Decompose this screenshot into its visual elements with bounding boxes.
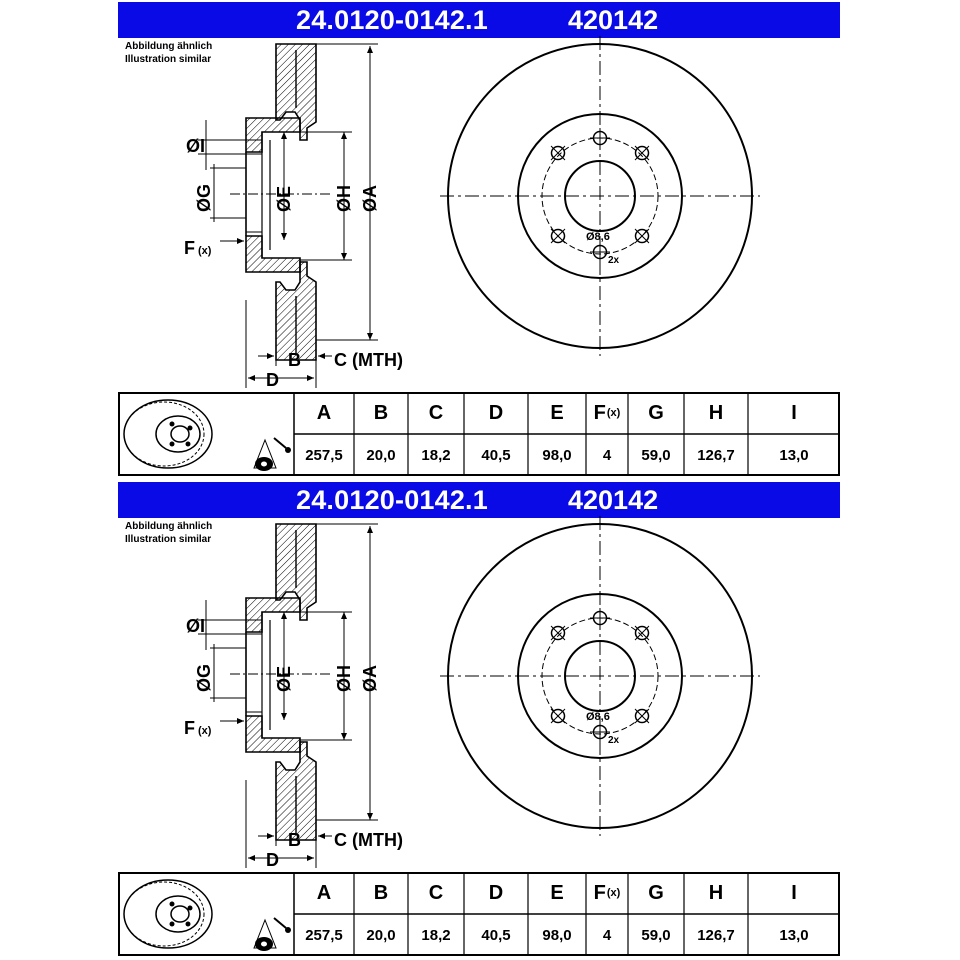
value-i: 13,0 bbox=[779, 926, 809, 944]
brake-disc-thumbnail-icon bbox=[124, 400, 212, 468]
part-number: 24.0120-0142.1 bbox=[296, 5, 488, 35]
label-dia-g: ØG bbox=[194, 183, 214, 212]
part-number: 24.0120-0142.1 bbox=[296, 485, 488, 515]
header-a: A bbox=[316, 881, 332, 904]
technical-drawing bbox=[0, 0, 960, 392]
label-d: D bbox=[266, 850, 279, 870]
value-h: 126,7 bbox=[697, 926, 735, 944]
header-i: I bbox=[791, 401, 797, 424]
label-dia-i: ØI bbox=[186, 616, 206, 636]
label-d: D bbox=[266, 370, 279, 390]
article-code: 420142 bbox=[568, 5, 659, 35]
value-g: 59,0 bbox=[641, 446, 671, 464]
header-f-sub: (x) bbox=[606, 407, 621, 419]
label-hole-count: 2x bbox=[608, 735, 620, 746]
note-german: Abbildung ähnlich bbox=[125, 41, 213, 52]
label-dia-a: ØA bbox=[360, 185, 380, 212]
label-dia-e: ØE bbox=[274, 185, 294, 212]
value-b: 20,0 bbox=[366, 446, 396, 464]
label-hole-count: 2x bbox=[608, 255, 620, 266]
label-f: F bbox=[184, 718, 195, 738]
brake-disc-thumbnail-icon bbox=[124, 880, 212, 948]
header-f bbox=[586, 392, 628, 434]
article-code: 420142 bbox=[568, 485, 659, 515]
value-a: 257,5 bbox=[305, 446, 343, 464]
header-c: C bbox=[428, 881, 444, 904]
value-f: 4 bbox=[602, 926, 612, 944]
value-a: 257,5 bbox=[305, 926, 343, 944]
dimension-table bbox=[118, 872, 840, 956]
header-b: B bbox=[373, 401, 389, 424]
header-b: B bbox=[373, 881, 389, 904]
disc-wear-warning-icon bbox=[254, 918, 291, 951]
value-b: 20,0 bbox=[366, 926, 396, 944]
front-view bbox=[440, 516, 760, 836]
label-dia-e: ØE bbox=[274, 665, 294, 692]
header-f-letter: F bbox=[593, 401, 606, 424]
value-e: 98,0 bbox=[542, 926, 572, 944]
header-i: I bbox=[791, 881, 797, 904]
label-dia-h: ØH bbox=[334, 665, 354, 692]
header-e: E bbox=[550, 881, 564, 904]
value-i: 13,0 bbox=[779, 446, 809, 464]
value-e: 98,0 bbox=[542, 446, 572, 464]
label-b: B bbox=[288, 350, 301, 370]
label-dia-g: ØG bbox=[194, 663, 214, 692]
dimension-table bbox=[118, 392, 840, 476]
disc-wear-warning-icon bbox=[254, 438, 291, 471]
label-f: F bbox=[184, 238, 195, 258]
header-f bbox=[586, 872, 628, 914]
label-b: B bbox=[288, 830, 301, 850]
label-hole-diameter: Ø8,6 bbox=[586, 711, 610, 723]
header-f-sub: (x) bbox=[606, 887, 621, 899]
value-f: 4 bbox=[602, 446, 612, 464]
label-hole-diameter: Ø8,6 bbox=[586, 231, 610, 243]
note-german: Abbildung ähnlich bbox=[125, 521, 213, 532]
value-c: 18,2 bbox=[421, 446, 451, 464]
label-dia-a: ØA bbox=[360, 665, 380, 692]
header-g: G bbox=[648, 401, 664, 424]
label-dia-h: ØH bbox=[334, 185, 354, 212]
technical-drawing bbox=[0, 480, 960, 872]
header-h: H bbox=[708, 401, 724, 424]
note-english: Illustration similar bbox=[125, 534, 212, 545]
header-g: G bbox=[648, 881, 664, 904]
header-f-letter: F bbox=[593, 881, 606, 904]
header-e: E bbox=[550, 401, 564, 424]
header-h: H bbox=[708, 881, 724, 904]
front-view bbox=[440, 36, 760, 356]
value-g: 59,0 bbox=[641, 926, 671, 944]
value-h: 126,7 bbox=[697, 446, 735, 464]
header-a: A bbox=[316, 401, 332, 424]
header-c: C bbox=[428, 401, 444, 424]
value-c: 18,2 bbox=[421, 926, 451, 944]
header-d: D bbox=[488, 881, 504, 904]
label-f-sub: (x) bbox=[198, 245, 212, 257]
datasheet-bottom bbox=[0, 480, 960, 960]
label-dia-i: ØI bbox=[186, 136, 206, 156]
value-d: 40,5 bbox=[481, 926, 511, 944]
value-d: 40,5 bbox=[481, 446, 511, 464]
label-c: C (MTH) bbox=[334, 350, 403, 370]
label-c: C (MTH) bbox=[334, 830, 403, 850]
header-d: D bbox=[488, 401, 504, 424]
note-english: Illustration similar bbox=[125, 54, 212, 65]
label-f-sub: (x) bbox=[198, 725, 212, 737]
